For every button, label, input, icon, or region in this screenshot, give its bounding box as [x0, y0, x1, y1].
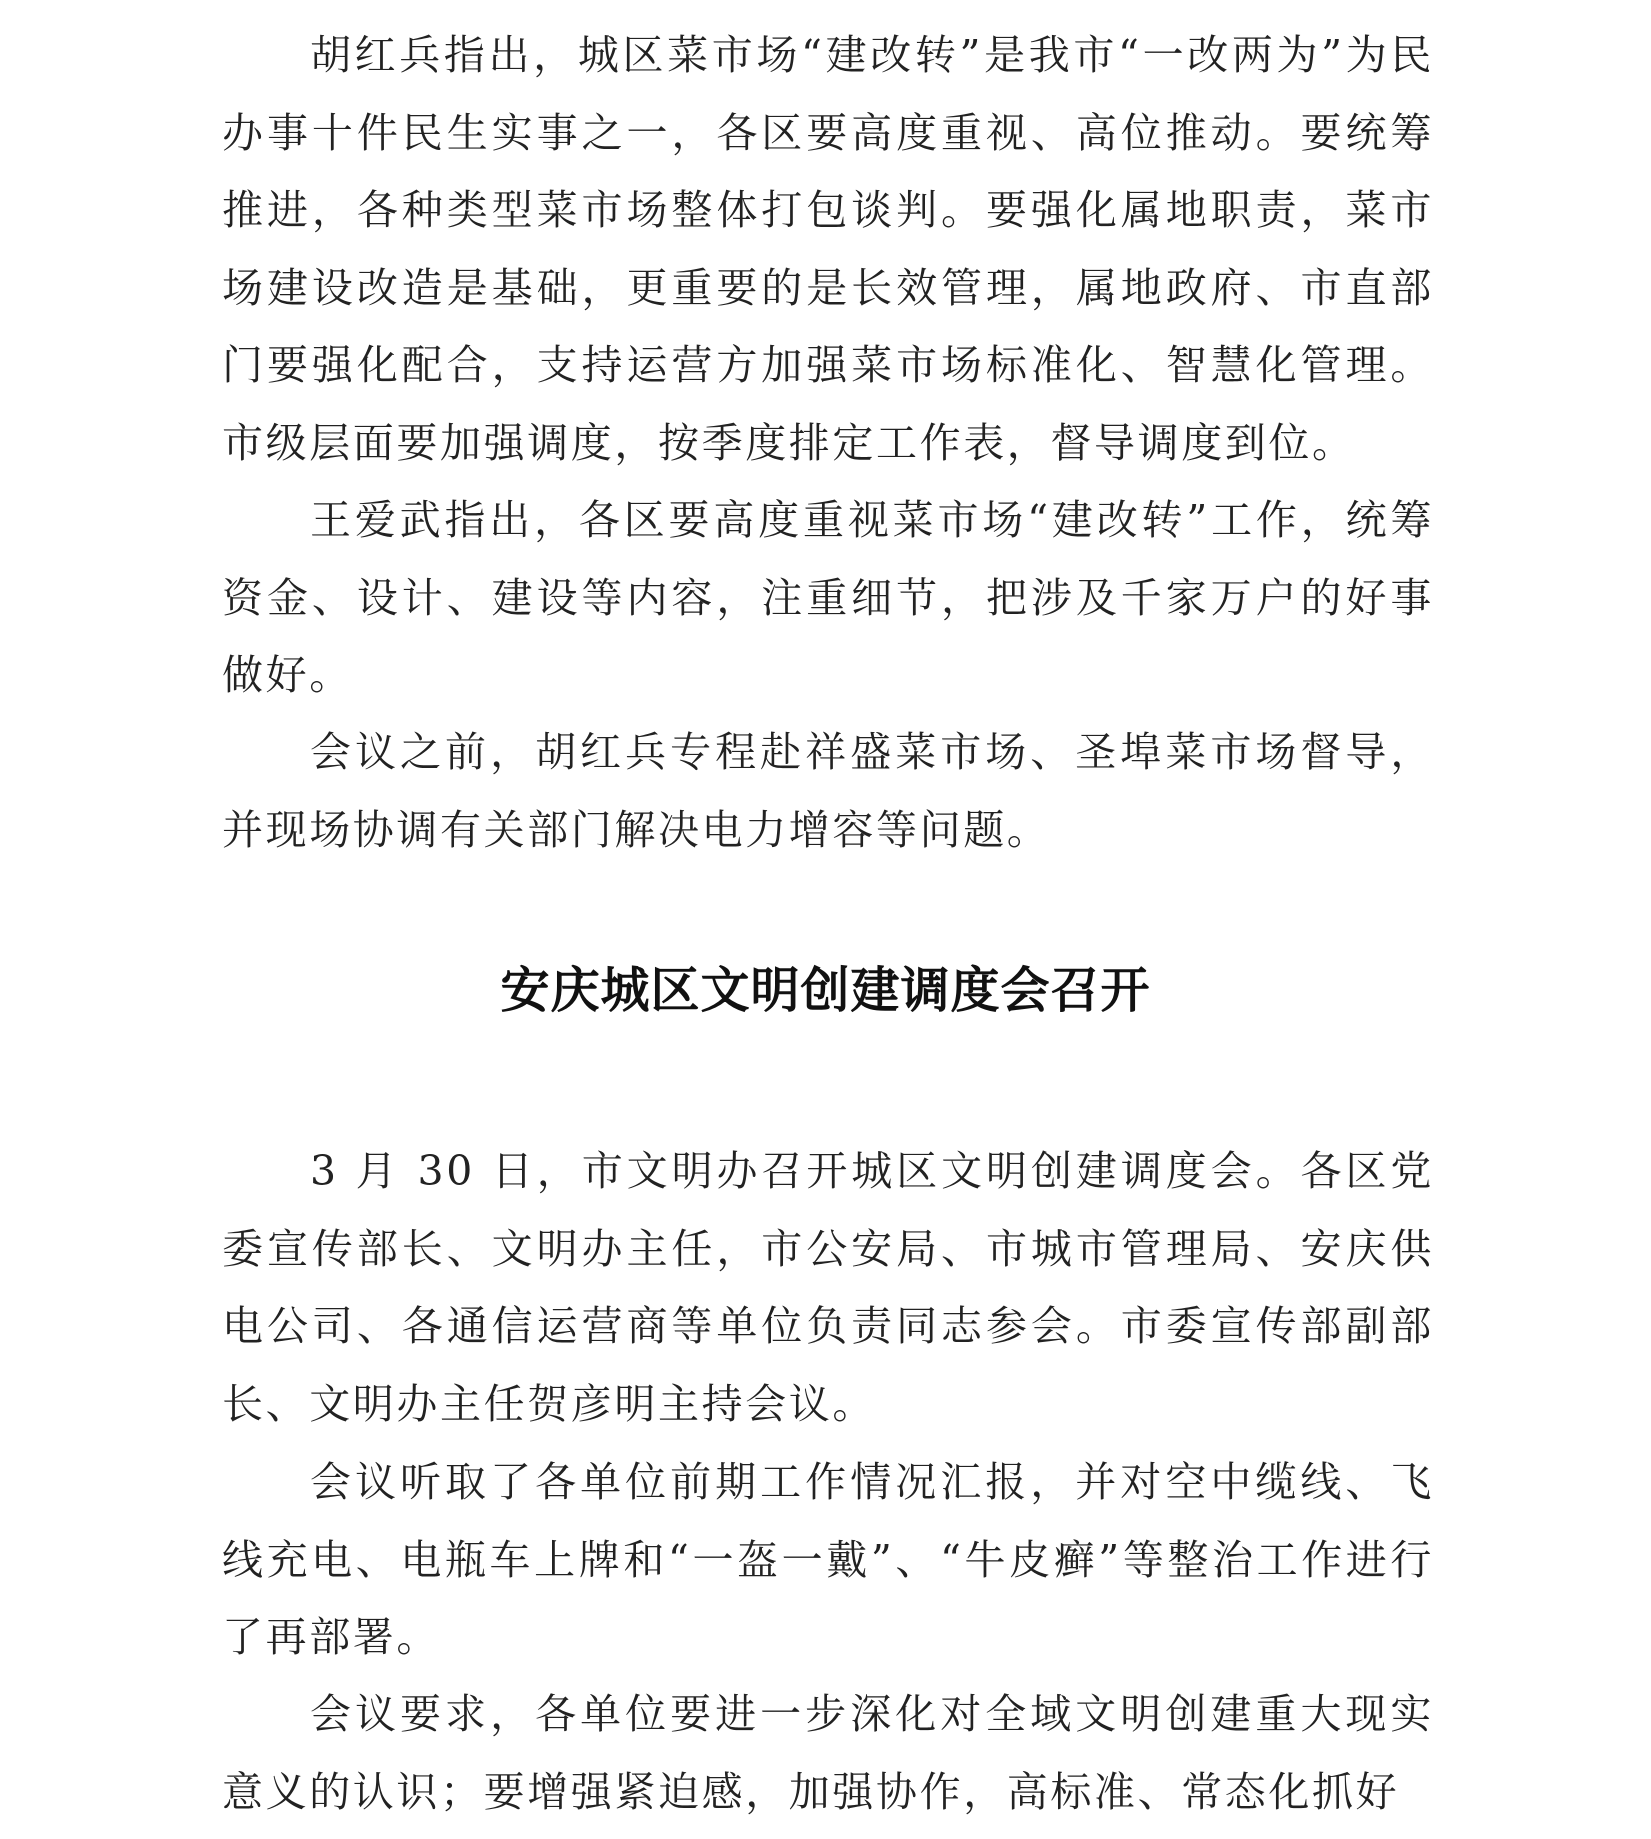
paragraph-meeting-intro: 3 月 30 日，市文明办召开城区文明创建调度会。各区党委宣传部长、文明办主任，市公安局、市城市管理局、安庆供电公司、各通信运营商等单位负责同志参会。市委宣传部副部长、文明办主任贺彦明主持会议。	[222, 1147, 1434, 1428]
paragraph-hu-hongbing-remarks: 胡红兵指出，城区菜市场“建改转”是我市“一改两为”为民办事十件民生实事之一，各区要高度重视、高位推动。要统筹推进，各种类型菜市场整体打包谈判。要强化属地职责，菜市场建设改造是基础，更重要的是长效管理，属地政府、市直部门要强化配合，支持运营方加强菜市场标准化、智慧化管理。市级层面要加强调度，按季度排定工作表，督导调度到位。	[222, 31, 1434, 467]
paragraph-wang-aiwu-remarks: 王爱武指出，各区要高度重视菜市场“建改转”工作，统筹资金、设计、建设等内容，注重细节，把涉及千家万户的好事做好。	[222, 496, 1434, 699]
section-title: 安庆城区文明创建调度会召开	[500, 961, 1151, 1019]
paragraph-work-reports: 会议听取了各单位前期工作情况汇报，并对空中缆线、飞线充电、电瓶车上牌和“一盔一戴”、“牛皮癣”等整治工作进行了再部署。	[222, 1458, 1434, 1661]
paragraph-site-inspection: 会议之前，胡红兵专程赴祥盛菜市场、圣埠菜市场督导，并现场协调有关部门解决电力增容等问题。	[222, 728, 1434, 854]
paragraph-meeting-requirements: 会议要求，各单位要进一步深化对全域文明创建重大现实意义的认识；要增强紧迫感，加强协作，高标准、常态化抓好	[222, 1690, 1434, 1816]
